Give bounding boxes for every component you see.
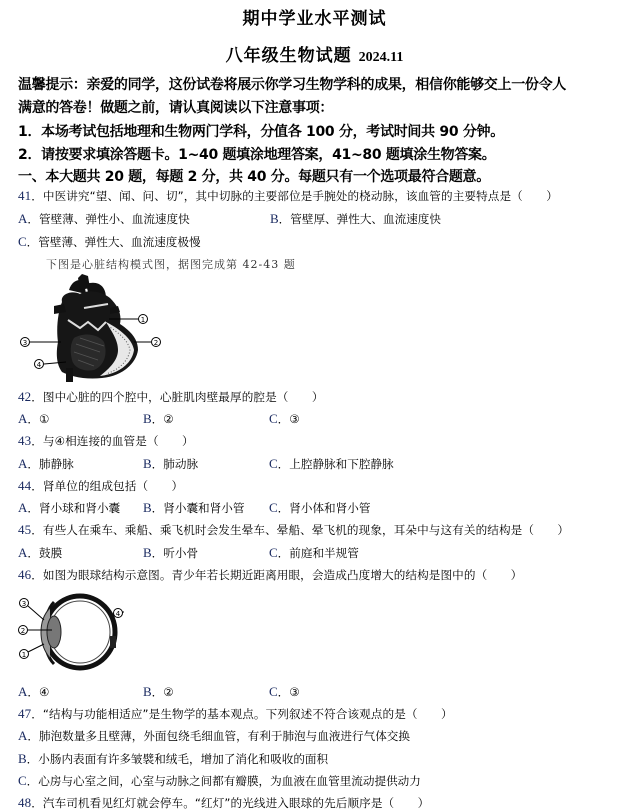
svg-text:1: 1 bbox=[140, 316, 146, 324]
option-text: ．① bbox=[27, 412, 50, 426]
option-c bbox=[18, 773, 421, 789]
option-b bbox=[143, 545, 198, 561]
option-letter: B bbox=[143, 545, 152, 560]
svg-text:4: 4 bbox=[36, 361, 42, 369]
option-text: ．肾小囊和肾小管 bbox=[151, 501, 245, 515]
question-stem: ．“结构与功能相适应”是生物学的基本观点。下列叙述不符合该观点的是（ ） bbox=[31, 707, 453, 721]
question-number: 45 bbox=[18, 522, 32, 537]
eye-diagram bbox=[14, 592, 124, 674]
question-stem: ．肾单位的组成包括（ ） bbox=[31, 479, 184, 493]
question-47 bbox=[18, 706, 453, 722]
question-42 bbox=[18, 389, 324, 405]
option-c bbox=[18, 234, 201, 250]
svg-text:3: 3 bbox=[21, 600, 27, 608]
option-letter: B bbox=[143, 500, 152, 515]
option-c bbox=[269, 456, 394, 472]
question-number: 41 bbox=[18, 188, 32, 203]
option-a bbox=[18, 545, 62, 561]
option-text: ．肺泡数量多且壁薄，外面包绕毛细血管，有利于肺泡与血液进行气体交换 bbox=[27, 729, 410, 743]
option-text: ．前庭和半规管 bbox=[277, 546, 359, 560]
question-48 bbox=[18, 795, 429, 811]
option-letter: A bbox=[18, 456, 28, 471]
option-a bbox=[18, 500, 120, 516]
option-text: ．听小骨 bbox=[151, 546, 199, 560]
heart-figure-caption: 下图是心脏结构模式图，据图完成第 42-43 题 bbox=[46, 258, 296, 271]
question-45 bbox=[18, 522, 569, 538]
option-text: ．肺静脉 bbox=[27, 457, 74, 471]
question-stem: ．如图为眼球结构示意图。青少年若长期近距离用眼，会造成凸度增大的结构是图中的（ ） bbox=[31, 568, 523, 582]
question-stem: ．中医讲究“望、闻、问、切”，其中切脉的主要部位是手腕处的桡动脉，该血管的主要特点是（ ） bbox=[31, 189, 558, 203]
option-text: ．肺动脉 bbox=[151, 457, 199, 471]
option-text: ．② bbox=[151, 685, 174, 699]
option-b bbox=[143, 411, 174, 427]
question-number: 46 bbox=[18, 567, 32, 582]
option-c bbox=[269, 411, 300, 427]
option-letter: C bbox=[269, 500, 278, 515]
svg-text:4: 4 bbox=[115, 610, 121, 618]
option-text: ．管壁薄、弹性大、血流速度极慢 bbox=[26, 235, 201, 249]
option-letter: C bbox=[269, 411, 278, 426]
question-44 bbox=[18, 478, 183, 494]
option-text: ．鼓膜 bbox=[27, 546, 63, 560]
option-letter: A bbox=[18, 211, 28, 226]
question-number: 43 bbox=[18, 433, 32, 448]
option-text: ．② bbox=[151, 412, 174, 426]
option-text: ．肾小球和肾小囊 bbox=[27, 501, 121, 515]
question-41 bbox=[18, 188, 558, 204]
question-number: 42 bbox=[18, 389, 32, 404]
option-letter: B bbox=[18, 751, 27, 766]
option-letter: A bbox=[18, 545, 28, 560]
option-letter: A bbox=[18, 411, 28, 426]
option-b bbox=[270, 211, 441, 227]
notice-line-1: 温馨提示：亲爱的同学，这份试卷将展示你学习生物学科的成果，相信你能够交上一份令人 bbox=[18, 77, 566, 93]
option-text: ．③ bbox=[277, 412, 300, 426]
question-43 bbox=[18, 433, 194, 449]
option-text: ．上腔静脉和下腔静脉 bbox=[277, 457, 394, 471]
question-number: 44 bbox=[18, 478, 32, 493]
exam-date: 2024.11 bbox=[358, 50, 404, 65]
svg-text:1: 1 bbox=[21, 651, 27, 659]
rule-1: 1．本场考试包括地理和生物两门学科，分值各 100 分，考试时间共 90 分钟。 bbox=[18, 124, 504, 140]
question-number: 47 bbox=[18, 706, 32, 721]
option-b bbox=[143, 500, 244, 516]
option-text: ．肾小体和肾小管 bbox=[277, 501, 371, 515]
option-text: ．小肠内表面有许多皱襞和绒毛，增加了消化和吸收的面积 bbox=[26, 752, 329, 766]
exam-subtitle bbox=[0, 41, 629, 66]
question-stem: ．汽车司机看见红灯就会停车。“红灯”的光线进入眼球的先后顺序是（ ） bbox=[31, 796, 430, 810]
heart-diagram bbox=[14, 272, 174, 382]
option-letter: B bbox=[143, 684, 152, 699]
question-stem: ．图中心脏的四个腔中，心脏肌肉壁最厚的腔是（ ） bbox=[31, 390, 324, 404]
option-c bbox=[269, 545, 359, 561]
exam-title: 期中学业水平测试 bbox=[242, 9, 387, 29]
svg-text:2: 2 bbox=[20, 627, 26, 635]
option-letter: C bbox=[269, 684, 278, 699]
rule-2: 2．请按要求填涂答题卡。1~40 题填涂地理答案，41~80 题填涂生物答案。 bbox=[18, 147, 496, 163]
option-a bbox=[18, 411, 49, 427]
option-b bbox=[143, 456, 198, 472]
eye-structure-icon bbox=[14, 592, 124, 674]
option-a bbox=[18, 728, 410, 744]
heart-structure-icon bbox=[14, 272, 174, 382]
question-46 bbox=[18, 567, 522, 583]
option-letter: A bbox=[18, 728, 28, 743]
option-letter: A bbox=[18, 684, 28, 699]
question-number: 48 bbox=[18, 795, 32, 810]
svg-text:3: 3 bbox=[22, 339, 28, 347]
option-letter: C bbox=[269, 456, 278, 471]
question-stem: ．有些人在乘车、乘船、乘飞机时会发生晕车、晕船、晕飞机的现象，耳朵中与这有关的结构是（ ） bbox=[31, 523, 570, 537]
section-heading: 一、本大题共 20 题，每题 2 分，共 40 分。每题只有一个选项最符合题意。 bbox=[18, 169, 490, 185]
option-a bbox=[18, 684, 49, 700]
option-text: ．④ bbox=[27, 685, 50, 699]
option-text: ．管壁薄、弹性小、血流速度快 bbox=[27, 212, 190, 226]
option-b bbox=[18, 751, 328, 767]
notice-line-2: 满意的答卷！做题之前，请认真阅读以下注意事项： bbox=[18, 100, 334, 116]
option-text: ．管壁厚、弹性大、血流速度快 bbox=[278, 212, 441, 226]
option-letter: C bbox=[18, 773, 27, 788]
option-letter: B bbox=[270, 211, 279, 226]
option-letter: C bbox=[18, 234, 27, 249]
option-letter: B bbox=[143, 456, 152, 471]
option-a bbox=[18, 456, 74, 472]
option-c bbox=[269, 500, 370, 516]
svg-text:2: 2 bbox=[153, 339, 159, 347]
option-a bbox=[18, 211, 190, 227]
option-b bbox=[143, 684, 174, 700]
option-text: ．心房与心室之间，心室与动脉之间都有瓣膜，为血液在血管里流动提供动力 bbox=[26, 774, 421, 788]
option-letter: B bbox=[143, 411, 152, 426]
option-c bbox=[269, 684, 300, 700]
subtitle-text: 八年级生物试题 bbox=[225, 46, 352, 66]
question-stem: ．与④相连接的血管是（ ） bbox=[31, 434, 194, 448]
option-letter: C bbox=[269, 545, 278, 560]
option-letter: A bbox=[18, 500, 28, 515]
option-text: ．③ bbox=[277, 685, 300, 699]
